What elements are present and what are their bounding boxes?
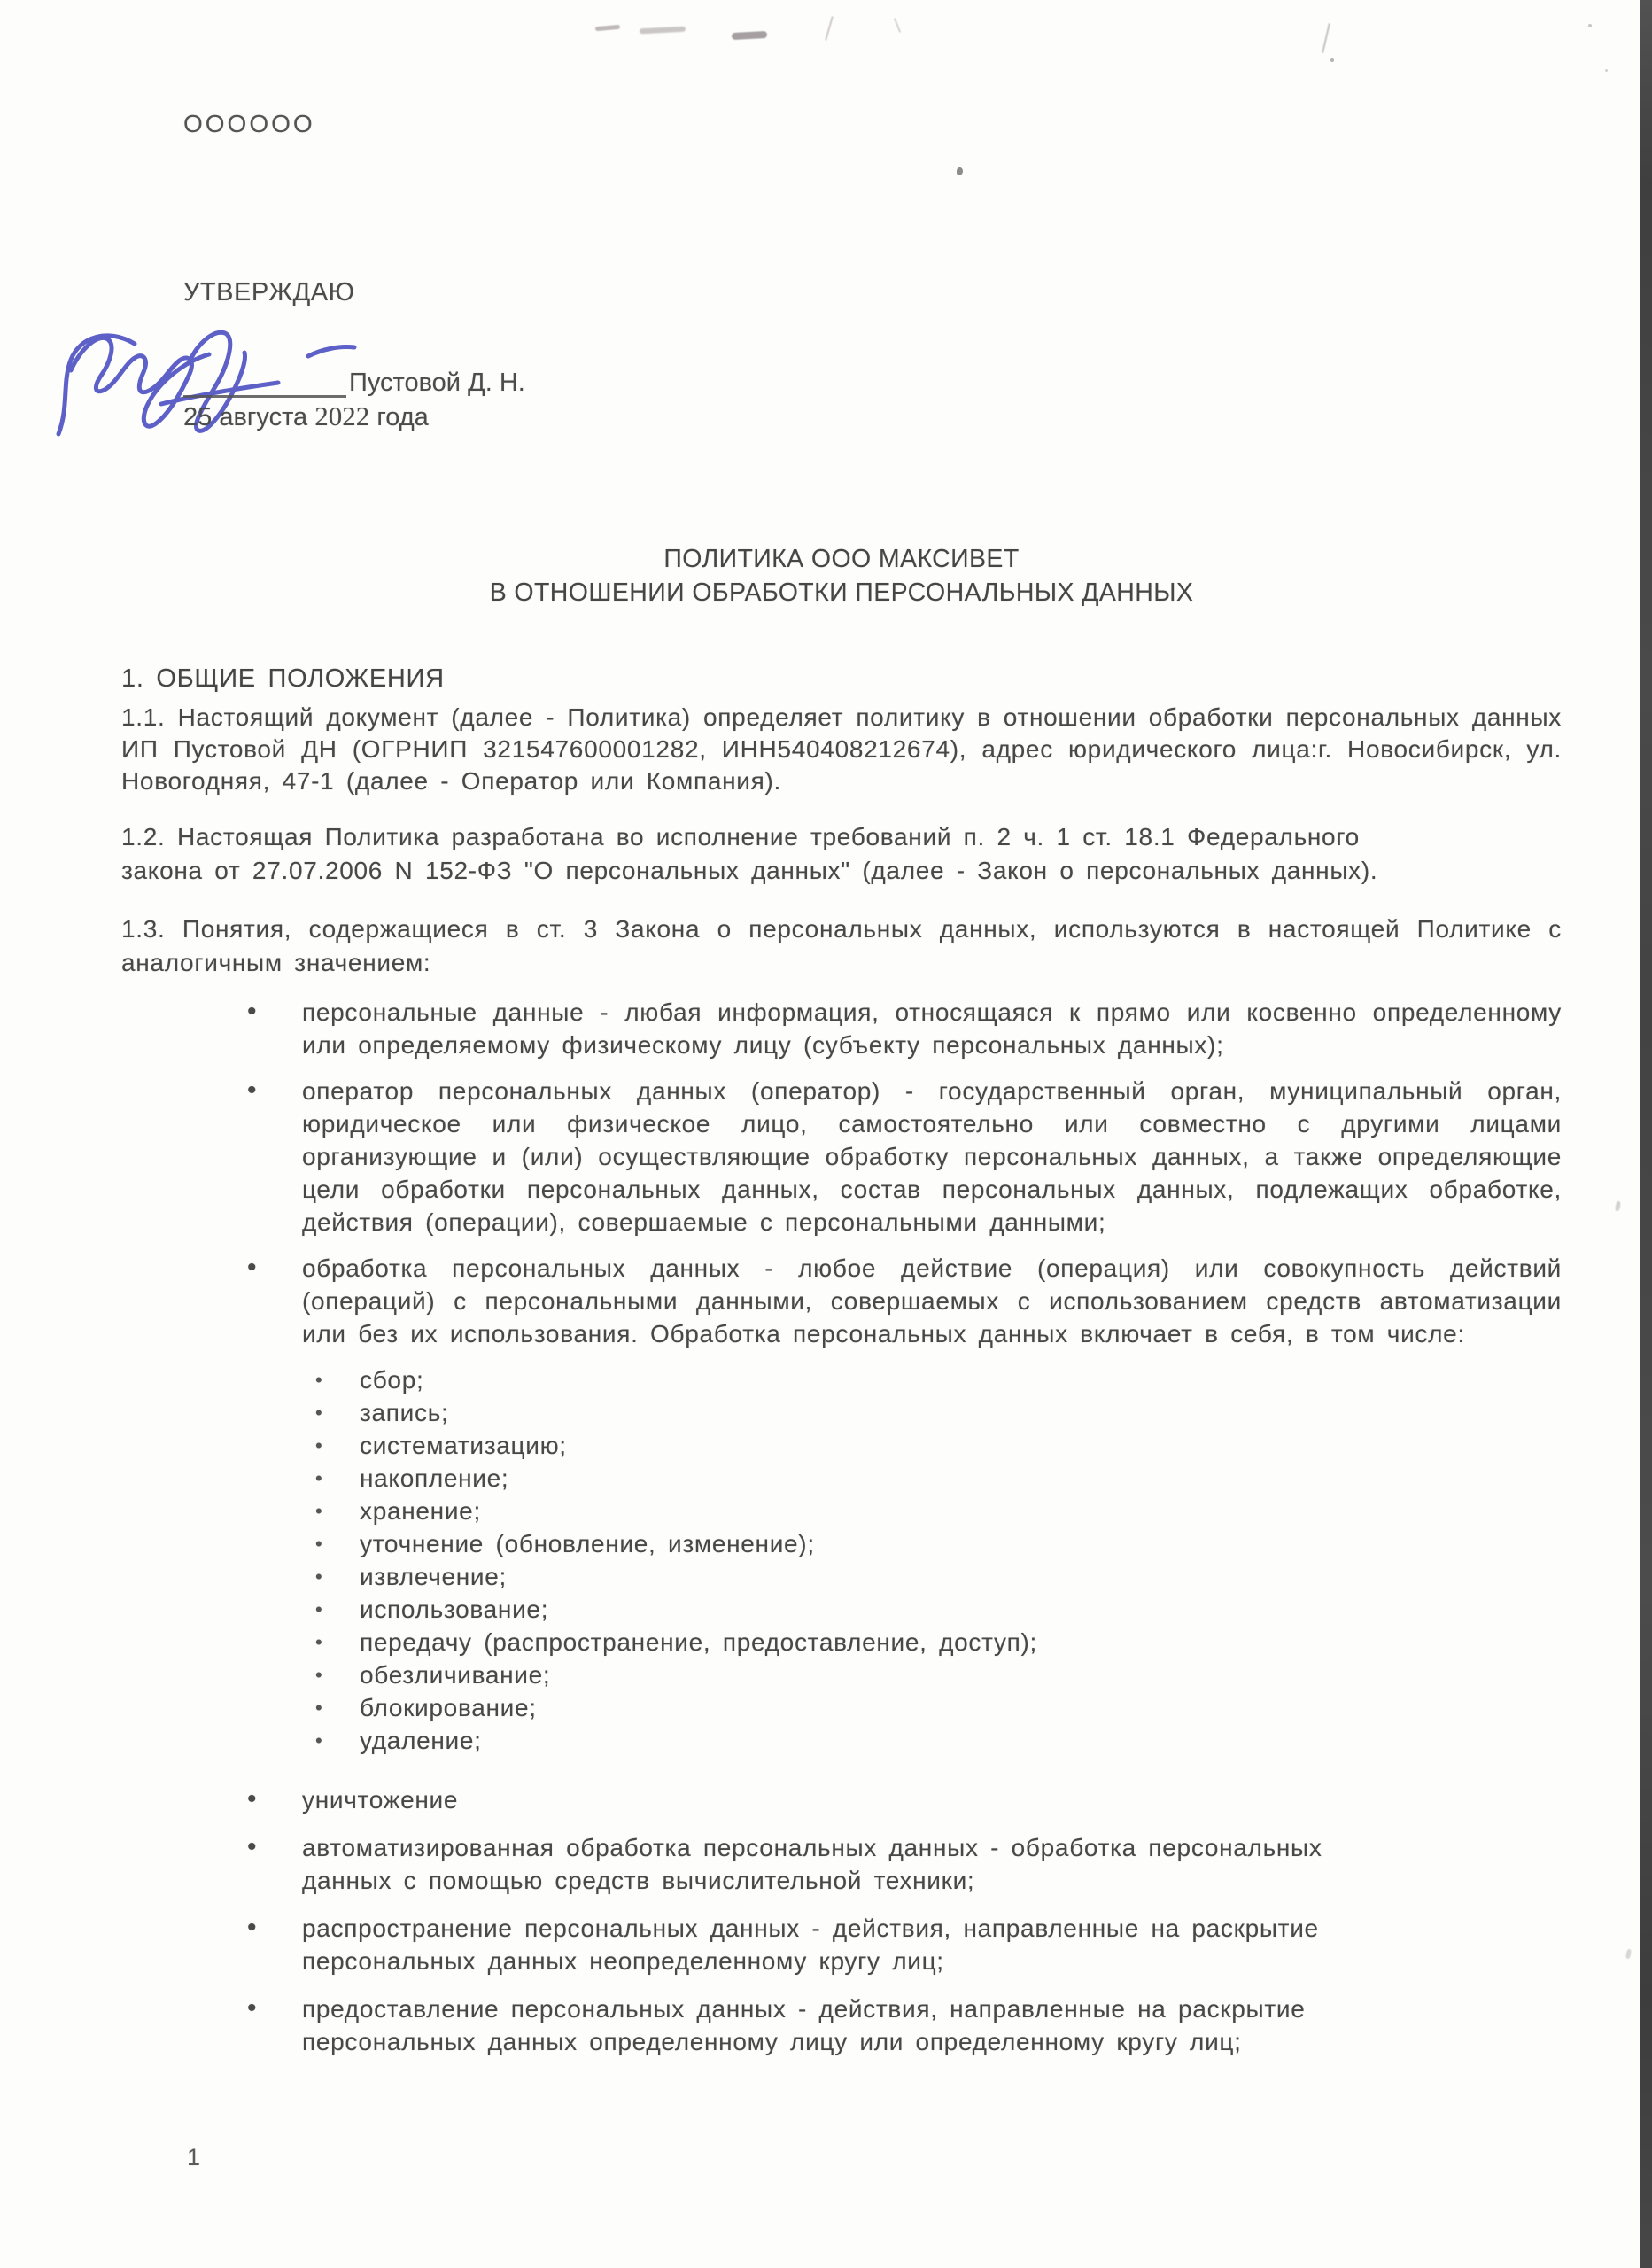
section-heading: 1. ОБЩИЕ ПОЛОЖЕНИЯ — [121, 664, 445, 693]
processing-action-item: • удаление; — [315, 1724, 1562, 1757]
scan-artifact — [957, 167, 963, 175]
paragraph-1-3: 1.3. Понятия, содержащиеся в ст. 3 Закона о персональных данных, используются в настоящей Политике с аналогичным значением: — [121, 915, 1562, 976]
scan-artifact — [1330, 58, 1334, 62]
scan-artifact — [894, 18, 901, 33]
scan-artifact — [732, 31, 767, 40]
processing-action-item: • блокирование; — [315, 1691, 1562, 1724]
definition-item: • персональные данные - любая информация, относящаяся к прямо или косвенно определенному или определяемому физическому лицу (субъекту персональных данных); — [247, 996, 1562, 1061]
paragraph-1-1: 1.1. Настоящий документ (далее - Политика) определяет политику в отношении обработки персональных данных ИП Пустовой ДН (ОГРНИП 321547600001282, ИНН540408212674), адрес юридического лица:г. Новосибирск, ул. Новогодняя, 47-1 (далее - Оператор или Компания). — [121, 703, 1562, 795]
processing-action-item: • уточнение (обновление, изменение); — [315, 1527, 1562, 1560]
definition-item: • оператор персональных данных (оператор) - государственный орган, муниципальный орган, юридическое или физическое лицо, самостоятельно или совместно с другими лицами организующие и (или) осуществляющие обработку персональных данных, а также определяющие цели обработки персональных данных, состав персональных данных, подлежащих обработке, действия (операции), совершаемые с персональными данными; — [247, 1075, 1562, 1239]
header-code: ОООООО — [183, 110, 315, 137]
scan-artifact — [1322, 23, 1330, 53]
definition-item: • предоставление персональных данных - действия, направленные на раскрытие персональных данных определенному лицу или определенному кругу лиц; — [247, 1992, 1330, 2058]
processing-action-item: • сбор; — [315, 1363, 1562, 1396]
scan-artifact — [1605, 69, 1608, 72]
approval-date-suffix: года — [376, 403, 429, 431]
paragraph-1-2: 1.2. Настоящая Политика разработана во исполнение требований п. 2 ч. 1 ст. 18.1 Федерального закона от 27.07.2006 N 152-ФЗ "О персональных данных" (далее - Закон о персональных данных). — [121, 823, 1378, 884]
title-line-2: В ОТНОШЕНИИ ОБРАБОТКИ ПЕРСОНАЛЬНЫХ ДАННЫХ — [489, 579, 1194, 607]
definition-item: • обработка персональных данных - любое действие (операция) или совокупность действий (операций) с персональными данными, совершаемых с использованием средств автоматизации или без их использования. Обработка персональных данных включает в себя, в том числе: — [247, 1252, 1562, 1350]
document-title — [121, 542, 1562, 610]
signature-line — [183, 395, 346, 398]
approval-label: УТВЕРЖДАЮ — [183, 278, 355, 307]
processing-action-item: • систематизацию; — [315, 1429, 1562, 1462]
definition-item: • автоматизированная обработка персональных данных - обработка персональных данных с помощью средств вычислительной техники; — [247, 1831, 1330, 1897]
scan-artifact — [1588, 24, 1592, 27]
definition-item: • распространение персональных данных - действия, направленные на раскрытие персональных данных неопределенному кругу лиц; — [247, 1912, 1330, 1977]
approval-date-year: 2022 — [314, 400, 370, 431]
definitions-list-top — [121, 996, 1562, 1350]
scan-artifact — [1615, 1201, 1621, 1212]
scan-artifact — [640, 27, 686, 35]
definition-item: • уничтожение — [247, 1783, 1330, 1816]
processing-action-item: • передачу (распространение, предоставление, доступ); — [315, 1626, 1562, 1658]
processing-action-item: • обезличивание; — [315, 1658, 1562, 1691]
scan-artifact — [1625, 1949, 1632, 1960]
signatory-name: Пустовой Д. Н. — [349, 369, 525, 397]
scanner-edge-shadow — [1640, 0, 1652, 2268]
processing-action-item: • хранение; — [315, 1495, 1562, 1527]
approval-date-day-month: 25 августа — [183, 403, 308, 431]
document-body — [121, 663, 1562, 2073]
processing-action-item: • использование; — [315, 1593, 1562, 1626]
approval-date — [183, 400, 429, 432]
title-line-1: ПОЛИТИКА ООО МАКСИВЕТ — [663, 545, 1020, 573]
definitions-list-bottom — [121, 1783, 1562, 2058]
processing-action-item: • накопление; — [315, 1462, 1562, 1495]
scan-artifact — [825, 16, 834, 40]
scan-artifact — [595, 25, 620, 31]
processing-action-item: • извлечение; — [315, 1560, 1562, 1593]
processing-actions-list — [121, 1363, 1562, 1757]
processing-action-item: • запись; — [315, 1396, 1562, 1429]
page-number: 1 — [187, 2144, 201, 2171]
